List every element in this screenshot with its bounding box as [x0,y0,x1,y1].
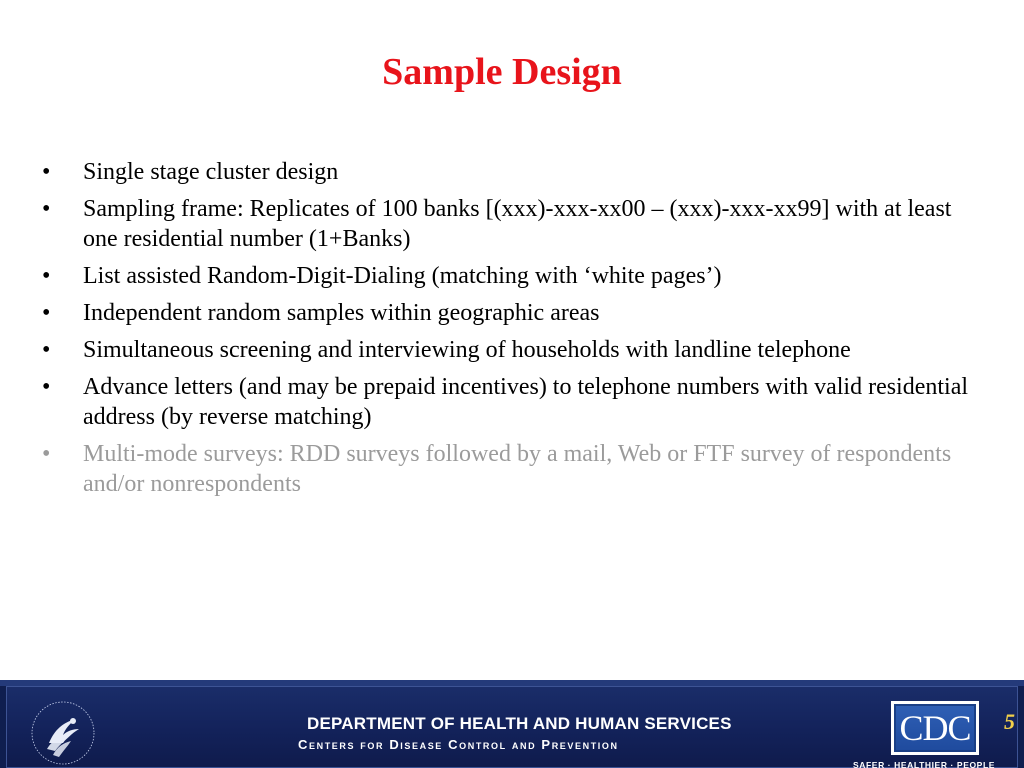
cdc-logo [891,701,979,755]
bullet-item [42,335,992,365]
bullet-dot: • [42,159,51,185]
page-number: 5 [1004,709,1015,734]
bullet-text: Simultaneous screening and interviewing of households with landline telephone [83,337,851,363]
bullet-item [42,157,992,187]
bullet-item [42,261,992,291]
bullet-text: Multi-mode surveys: RDD surveys followed by a mail, Web or FTF survey of respondents and/or nonrespondents [83,441,952,497]
bullet-item-dimmed [42,439,992,499]
bullet-text: List assisted Random-Digit-Dialing (matching with ‘white pages’) [83,263,722,289]
bullet-item [42,194,992,254]
bullet-item [42,298,992,328]
department-name: DEPARTMENT OF HEALTH AND HUMAN SERVICES [307,714,732,733]
bullet-item [42,372,992,432]
bullet-dot: • [42,441,51,467]
footer-panel [6,686,1018,768]
bullet-dot: • [42,337,51,363]
footer-banner [0,680,1024,768]
cdc-logo-text: CDC [894,704,976,752]
bullet-dot: • [42,300,51,326]
bullet-text: Single stage cluster design [83,159,339,185]
slide-title: Sample Design [382,51,622,93]
bullet-dot: • [42,196,51,222]
bullet-list [42,157,992,506]
bullet-text: Advance letters (and may be prepaid incentives) to telephone numbers with valid residential address (by reverse matching) [83,374,969,430]
bullet-text: Sampling frame: Replicates of 100 banks [(xxx)-xxx-xx00 – (xxx)-xxx-xx99] with at least one residential number (1+Banks) [83,196,952,252]
bullet-dot: • [42,374,51,400]
cdc-tagline: SAFER · HEALTHIER · PEOPLE [853,760,996,768]
bullet-text: Independent random samples within geographic areas [83,300,600,326]
bullet-dot: • [42,263,51,289]
hhs-eagle-seal-icon [29,699,97,767]
centers-name: Centers for Disease Control and Prevention [298,737,619,752]
